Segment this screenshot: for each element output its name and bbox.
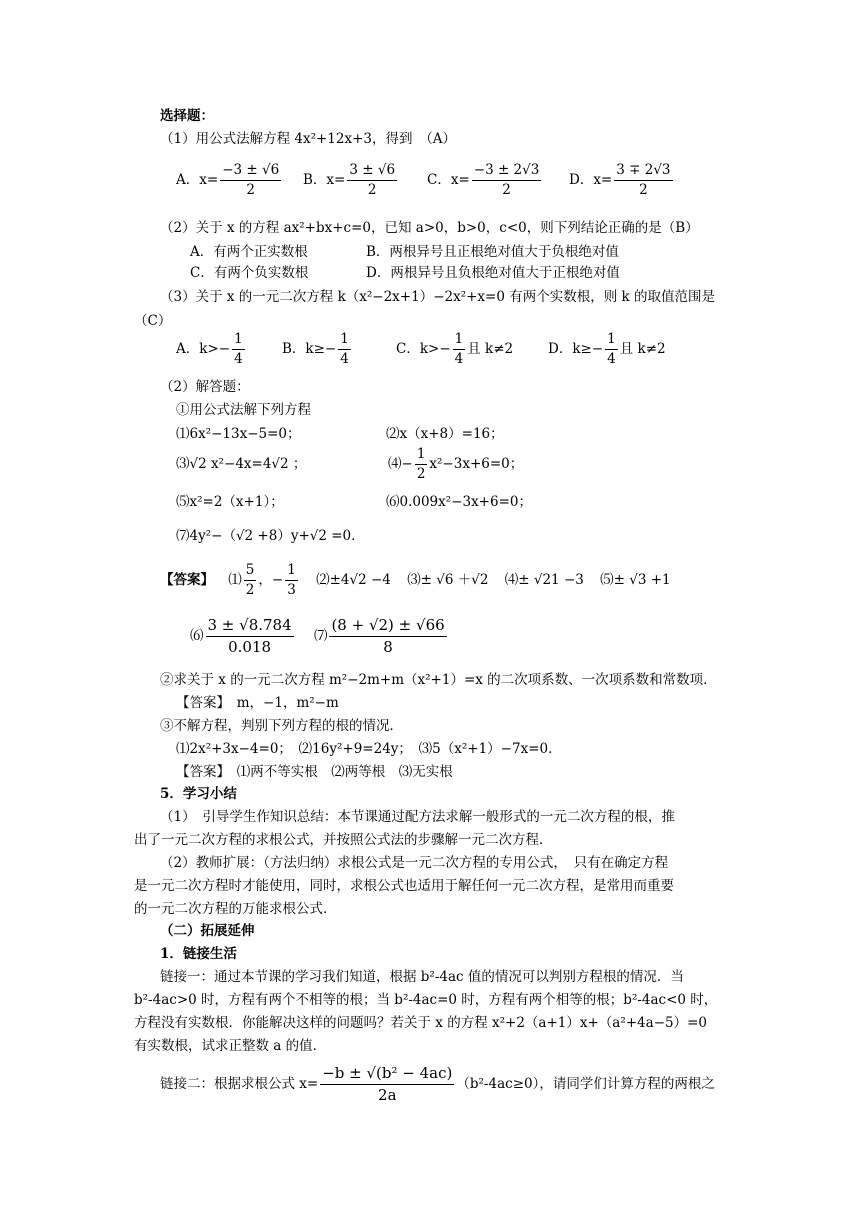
s2-text: ②求关于 x 的一元二次方程 m²−2m+m（x²+1）=x 的二次项系数、一次项系数和常数项． [160,672,717,688]
equation-1: ⑴6x²−13x−5=0； [176,426,301,442]
summary-title: 5．学习小结 [160,786,237,802]
q1-option-c: C．x= $\frac{-3 \pm 2√3}{2}$ [427,162,540,198]
s3-equations: ⑴2x²+3x−4=0； ⑵16y²+9=24y； ⑶5（x²+1）−7x=0． [176,741,562,757]
q1-d-fraction: $\frac{3 \mp 2√3}{2}$ [616,162,671,198]
equation-5: ⑸x²=2（x+1）； [176,494,284,510]
q2-option-d: D．两根异号且负根绝对值大于正根绝对值 [366,265,620,281]
q2-option-b: B．两根异号且正根绝对值大于负根绝对值 [366,244,619,260]
s3-text: ③不解方程，判别下列方程的根的情况． [160,718,403,734]
q2-option-a: A．有两个正实数根 [190,244,308,260]
q1-option-d: D．x= $\frac{3 \mp 2√3}{2}$ [569,162,671,198]
s2-answer: 【答案】 m，−1，m²−m [176,695,339,711]
section-solve-title: （2）解答题： [160,379,250,395]
q1-text: （1）用公式法解方程 4x²+12x+3，得到 （A） [160,131,456,147]
q3-text: （3）关于 x 的一元二次方程 k（x²−2x+1）−2x²+x=0 有两个实数根，则 k 的取值范围是 [160,289,716,305]
equation-4: ⑷− $\frac{1}{2}$ x²−3x+6=0； [388,446,524,482]
link1-line2: b²-4ac>0 时，方程有两个不相等的根；当 b²-4ac=0 时，方程有两个相等的根；b²-4ac<0 时， [134,992,718,1008]
s1-title: ①用公式法解下列方程 [176,402,311,418]
equation-2: ⑵x（x+8）=16； [386,426,504,442]
link2-line: 链接二：根据求根公式 x= $\frac{\text{−b ± √(b² − 4ac)}}{2a}$ （b²-4ac≥0），请同学们计算方程的两根之 [160,1064,715,1104]
q3-option-d: D．k≥− $\frac{1}{4}$ 且 k≠2 [548,331,666,367]
extension-subtitle: 1．链接生活 [160,946,237,962]
s3-answer: 【答案】 ⑴两不等实根 ⑵两等根 ⑶无实根 [176,764,453,780]
q2-option-c: C．有两个负实数根 [190,265,309,281]
link1-line1: 链接一：通过本节课的学习我们知道，根据 b²-4ac 值的情况可以判别方程根的情况．当 [160,969,684,985]
q1-a-fraction: $\frac{-3 \pm √6}{2}$ [222,162,280,198]
q1-option-a: A．x= $\frac{-3 \pm √6}{2}$ [176,162,280,198]
q3-option-b: B．k≥− $\frac{1}{4}$ [282,331,349,367]
quadratic-formula: $\frac{\text{−b ± √(b² − 4ac)}}{2a}$ [322,1064,453,1104]
summary-p2b: 是一元二次方程时才能使用，同时，求根公式也适用于解任何一元二次方程，是常用而重要 [134,878,674,894]
equation-6: ⑹0.009x²−3x+6=0； [386,494,532,510]
q3-answer: （C） [134,313,172,329]
summary-p2c: 的一元二次方程的万能求根公式． [134,901,337,917]
q1-option-b: B．x= $\frac{3 \pm √6}{2}$ [303,162,396,198]
q2-text: （2）关于 x 的方程 ax²+bx+c=0，已知 a>0，b>0，c<0，则下列结论正确的是（B） [160,220,699,236]
equation-7: ⑺4y²−（√2 +8）y+√2 =0． [176,528,365,544]
q1-c-fraction: $\frac{-3 \pm 2√3}{2}$ [473,162,540,198]
q3-option-c: C．k>− $\frac{1}{4}$ 且 k≠2 [396,331,514,367]
answer-1-row1: 【答案】 ⑴ $\frac{5}{2}$ ，− $\frac{1}{3}$ ⑵±4√2 −4 ⑶± √6 ＋√2 ⑷± √21 −3 ⑸± √3 +1 [160,562,671,598]
equation-3: ⑶√2 x²−4x=4√2 ； [176,456,307,472]
answer-1-row2: ⑹ $\frac{3 \pm √8.784}{0.018}$ ⑺ $\frac{(8 + √2) \pm √66}{8}$ [190,616,445,656]
extension-title: （二）拓展延伸 [160,923,255,939]
summary-p1a: （1） 引导学生作知识总结：本节课通过配方法求解一般形式的一元二次方程的根，推 [160,809,675,825]
summary-p1b: 出了一元二次方程的求根公式，并按照公式法的步骤解一元二次方程． [134,832,553,848]
section-choice-title: 选择题： [160,108,214,124]
q3-option-a: A．k>− $\frac{1}{4}$ [176,331,243,367]
link1-line4: 有实数根，试求正整数 a 的值． [134,1038,327,1054]
link1-line3: 方程没有实数根．你能解决这样的问题吗？若关于 x 的方程 x²+2（a+1）x+（a²+4a−5）=0 [134,1015,707,1031]
q1-b-fraction: $\frac{3 \pm √6}{2}$ [349,162,396,198]
summary-p2a: （2）教师扩展：（方法归纳）求根公式是一元二次方程的专用公式， 只有在确定方程 [160,855,669,871]
